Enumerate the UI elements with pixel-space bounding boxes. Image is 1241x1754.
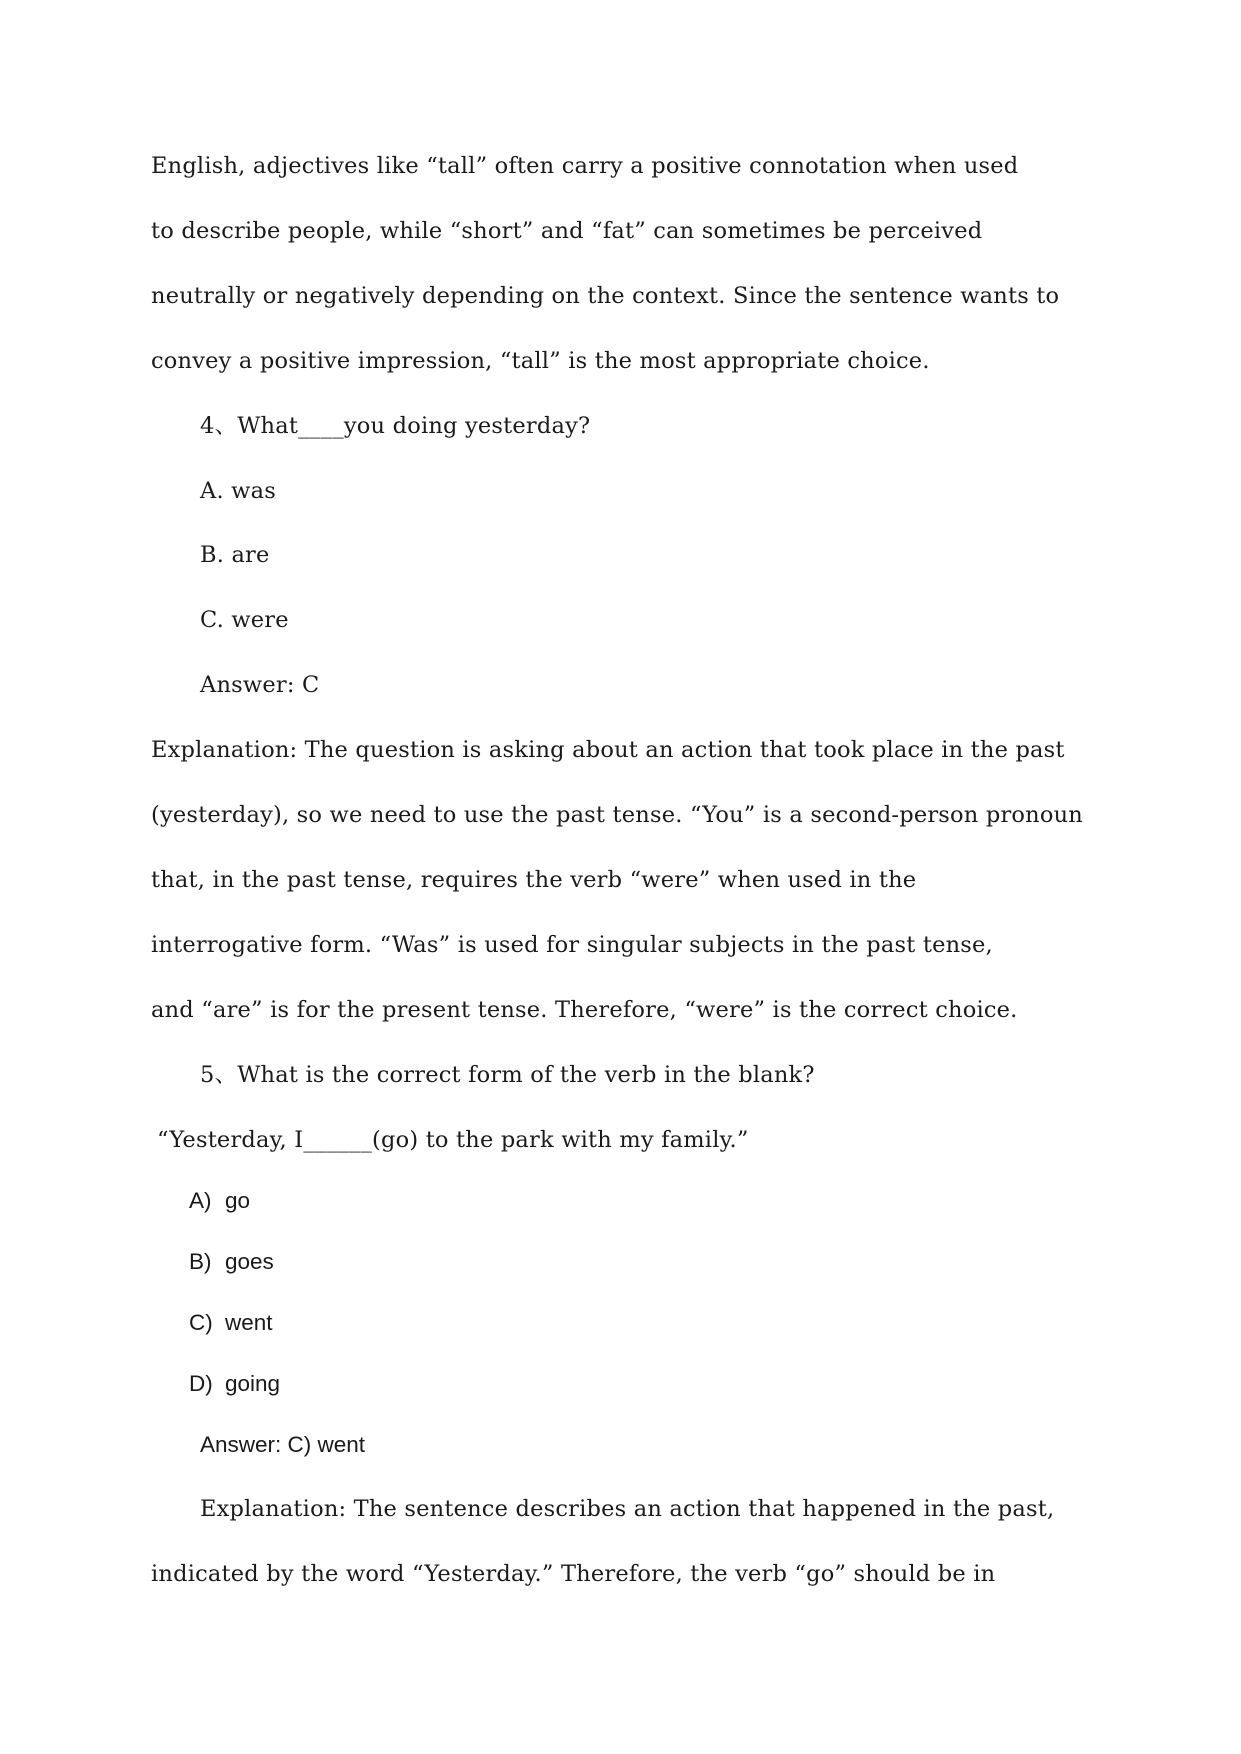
explanation-line: that, in the past tense, requires the verb “were” when used in the xyxy=(151,867,917,893)
option-label: C) xyxy=(189,1310,213,1335)
question-sentence: “Yesterday, I______(go) to the park with my family.” xyxy=(157,1127,749,1153)
answer-option xyxy=(189,1369,280,1399)
option-label: B) xyxy=(189,1249,212,1274)
explanation-line: Explanation: The question is asking about an action that took place in the past xyxy=(151,737,1065,763)
explanation-line: and “are” is for the present tense. Therefore, “were” is the correct choice. xyxy=(151,997,1018,1023)
explanation-line: interrogative form. “Was” is used for singular subjects in the past tense, xyxy=(151,932,993,958)
explanation-line: indicated by the word “Yesterday.” Therefore, the verb “go” should be in xyxy=(151,1561,996,1587)
option-text: goes xyxy=(225,1249,274,1274)
explanation-line: neutrally or negatively depending on the context. Since the sentence wants to xyxy=(151,283,1060,309)
explanation-line: convey a positive impression, “tall” is the most appropriate choice. xyxy=(151,348,930,374)
option-text: going xyxy=(225,1371,281,1396)
answer-option: A. was xyxy=(200,478,276,504)
explanation-line: English, adjectives like “tall” often carry a positive connotation when used xyxy=(151,153,1019,179)
explanation-line: (yesterday), so we need to use the past tense. “You” is a second-person pronoun xyxy=(151,802,1083,828)
answer-option xyxy=(189,1308,273,1338)
answer-option: C. were xyxy=(200,607,289,633)
option-text: went xyxy=(225,1310,273,1335)
answer-option xyxy=(189,1186,250,1216)
answer-key: Answer: C xyxy=(200,672,320,698)
explanation-line: to describe people, while “short” and “fat” can sometimes be perceived xyxy=(151,218,983,244)
option-label: D) xyxy=(189,1371,213,1396)
question-prompt: 4、What____you doing yesterday? xyxy=(200,413,591,439)
answer-option xyxy=(189,1247,274,1277)
explanation-line: Explanation: The sentence describes an action that happened in the past, xyxy=(200,1496,1055,1522)
option-text: go xyxy=(225,1188,251,1213)
option-label: A) xyxy=(189,1188,212,1213)
question-prompt: 5、What is the correct form of the verb in the blank? xyxy=(200,1062,815,1088)
answer-key: Answer: C) went xyxy=(200,1432,366,1457)
answer-option: B. are xyxy=(200,542,270,568)
